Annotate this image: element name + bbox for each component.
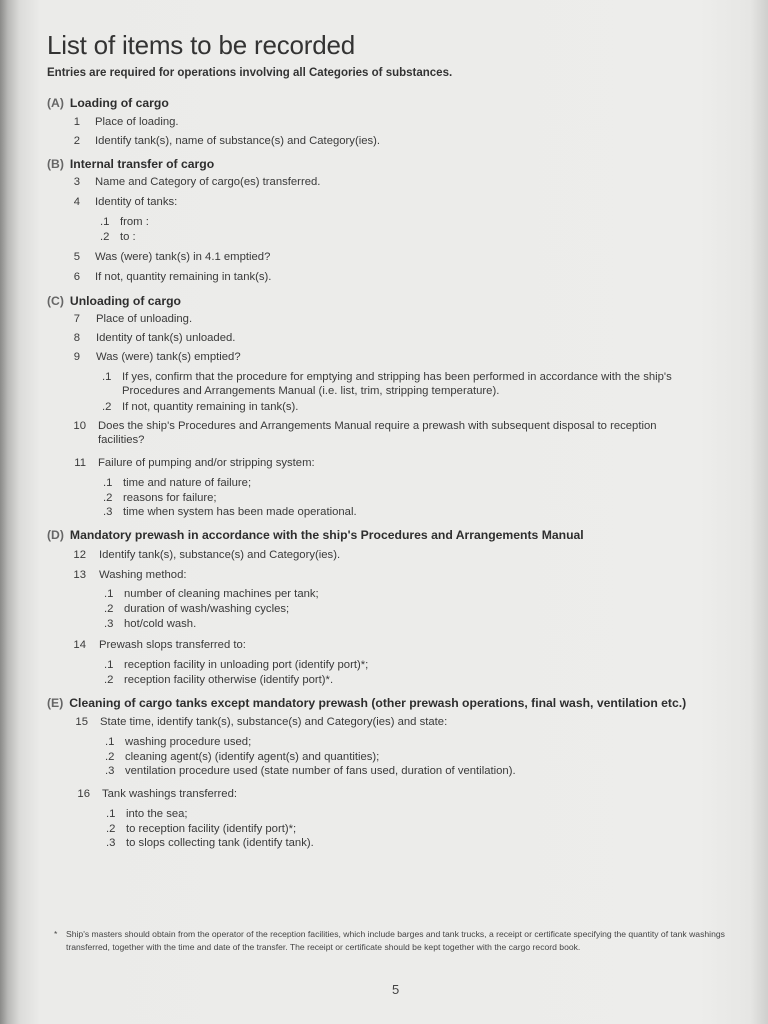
section-title: Loading of cargo — [69, 96, 169, 110]
item-text-continued: facilities? — [98, 434, 145, 446]
subitem-number: .2 — [102, 401, 112, 413]
subitem-text: to : — [120, 231, 136, 243]
item-text: Was (were) tank(s) emptied? — [96, 351, 241, 363]
subitem-text: duration of wash/washing cycles; — [124, 603, 290, 615]
item-text: State time, identify tank(s), substance(s) and Category(ies) and state: — [100, 716, 448, 728]
section-heading-e — [47, 696, 686, 710]
subitem-number: .1 — [104, 659, 114, 671]
subitem-text: time when system has been made operational. — [123, 506, 357, 518]
subitem-number: .1 — [105, 736, 115, 748]
footnote — [54, 928, 730, 953]
subitem-text: reasons for failure; — [123, 492, 217, 504]
section-letter: (C) — [47, 294, 64, 308]
item-number: 7 — [73, 313, 80, 325]
subitem-text-continued: Procedures and Arrangements Manual (i.e. list, trim, stripping temperature). — [122, 385, 500, 397]
subitem-number: .2 — [105, 751, 115, 763]
subitem-text: from : — [120, 216, 149, 228]
item-text: If not, quantity remaining in tank(s). — [95, 271, 272, 283]
item-text: Identity of tank(s) unloaded. — [96, 332, 236, 344]
item-text: Place of unloading. — [96, 313, 193, 325]
section-heading-a — [47, 96, 169, 110]
item-number: 2 — [73, 135, 80, 147]
item-number: 14 — [73, 639, 86, 651]
page-subtitle: Entries are required for operations involving all Categories of substances. — [47, 67, 453, 79]
subitem-number: .1 — [103, 477, 113, 489]
subitem-number: .3 — [105, 765, 115, 777]
section-letter: (E) — [47, 696, 64, 710]
item-number: 6 — [73, 271, 80, 283]
subitem-number: .1 — [104, 588, 114, 600]
item-number: 5 — [73, 251, 80, 263]
subitem-number: .3 — [103, 506, 113, 518]
section-heading-c — [47, 294, 181, 308]
section-heading-d — [47, 528, 584, 542]
item-number: 1 — [73, 116, 80, 128]
subitem-text: If yes, confirm that the procedure for emptying and stripping has been performed in accordance with the ship's — [122, 371, 672, 383]
item-text: Prewash slops transferred to: — [99, 639, 246, 651]
item-number: 10 — [73, 420, 86, 432]
page-number: 5 — [392, 982, 400, 997]
subitem-number: .2 — [103, 492, 113, 504]
item-text: Washing method: — [99, 569, 187, 581]
subitem-text: washing procedure used; — [125, 736, 252, 748]
item-number: 11 — [74, 457, 86, 469]
item-number: 4 — [73, 196, 80, 208]
section-title: Mandatory prewash in accordance with the ship's Procedures and Arrangements Manual — [69, 528, 584, 542]
item-number: 15 — [75, 716, 88, 728]
item-text: Identify tank(s), substance(s) and Category(ies). — [99, 549, 341, 561]
footnote-text: Ship's masters should obtain from the operator of the reception facilities, which include barges and tank trucks, a receipt or certificate specifying the quantity of tank washings transferred, together with the time and date of the transfer. The receipt or certificate should be kept together with the cargo record book. — [66, 929, 725, 952]
subitem-number: .2 — [104, 674, 114, 686]
item-text: Name and Category of cargo(es) transferred. — [95, 176, 321, 188]
item-text: Place of loading. — [95, 116, 179, 128]
item-text: Tank washings transferred: — [102, 788, 237, 800]
item-number: 13 — [73, 569, 86, 581]
item-text: Was (were) tank(s) in 4.1 emptied? — [95, 251, 271, 263]
subitem-number: .3 — [106, 837, 116, 849]
section-letter: (B) — [47, 157, 64, 171]
subitem-text: number of cleaning machines per tank; — [124, 588, 319, 600]
subitem-text: reception facility otherwise (identify port)*. — [124, 674, 334, 686]
subitem-number: .1 — [106, 808, 116, 820]
item-text: Identity of tanks: — [95, 196, 178, 208]
section-title: Cleaning of cargo tanks except mandatory prewash (other prewash operations, final wash, ventilation etc.) — [69, 696, 687, 710]
subitem-number: .2 — [106, 823, 116, 835]
item-number: 3 — [73, 176, 80, 188]
item-number: 8 — [73, 332, 80, 344]
section-title: Internal transfer of cargo — [69, 157, 215, 171]
item-number: 16 — [77, 788, 90, 800]
subitem-text: ventilation procedure used (state number of fans used, duration of ventilation). — [125, 765, 516, 777]
section-letter: (A) — [47, 96, 64, 110]
subitem-text: reception facility in unloading port (identify port)*; — [124, 659, 369, 671]
section-heading-b — [47, 157, 214, 171]
subitem-text: cleaning agent(s) (identify agent(s) and quantities); — [125, 751, 380, 763]
subitem-number: .2 — [104, 603, 114, 615]
page-title: List of items to be recorded — [47, 30, 355, 60]
footnote-marker: * — [54, 929, 58, 939]
item-text: Failure of pumping and/or stripping system: — [98, 457, 315, 469]
subitem-text: If not, quantity remaining in tank(s). — [122, 401, 299, 413]
item-number: 12 — [73, 549, 86, 561]
subitem-number: .1 — [100, 216, 110, 228]
item-text: Identify tank(s), name of substance(s) and Category(ies). — [95, 135, 381, 147]
section-title: Unloading of cargo — [69, 294, 181, 308]
subitem-text: hot/cold wash. — [124, 618, 197, 630]
item-text: Does the ship's Procedures and Arrangements Manual require a prewash with subsequent disposal to reception — [98, 420, 657, 432]
subitem-number: .3 — [104, 618, 114, 630]
subitem-text: to slops collecting tank (identify tank). — [126, 837, 314, 849]
subitem-text: into the sea; — [126, 808, 188, 820]
subitem-number: .2 — [100, 231, 110, 243]
subitem-number: .1 — [102, 371, 112, 383]
subitem-text: time and nature of failure; — [123, 477, 252, 489]
item-number: 9 — [73, 351, 80, 363]
subitem-text: to reception facility (identify port)*; — [126, 823, 297, 835]
section-letter: (D) — [47, 528, 64, 542]
